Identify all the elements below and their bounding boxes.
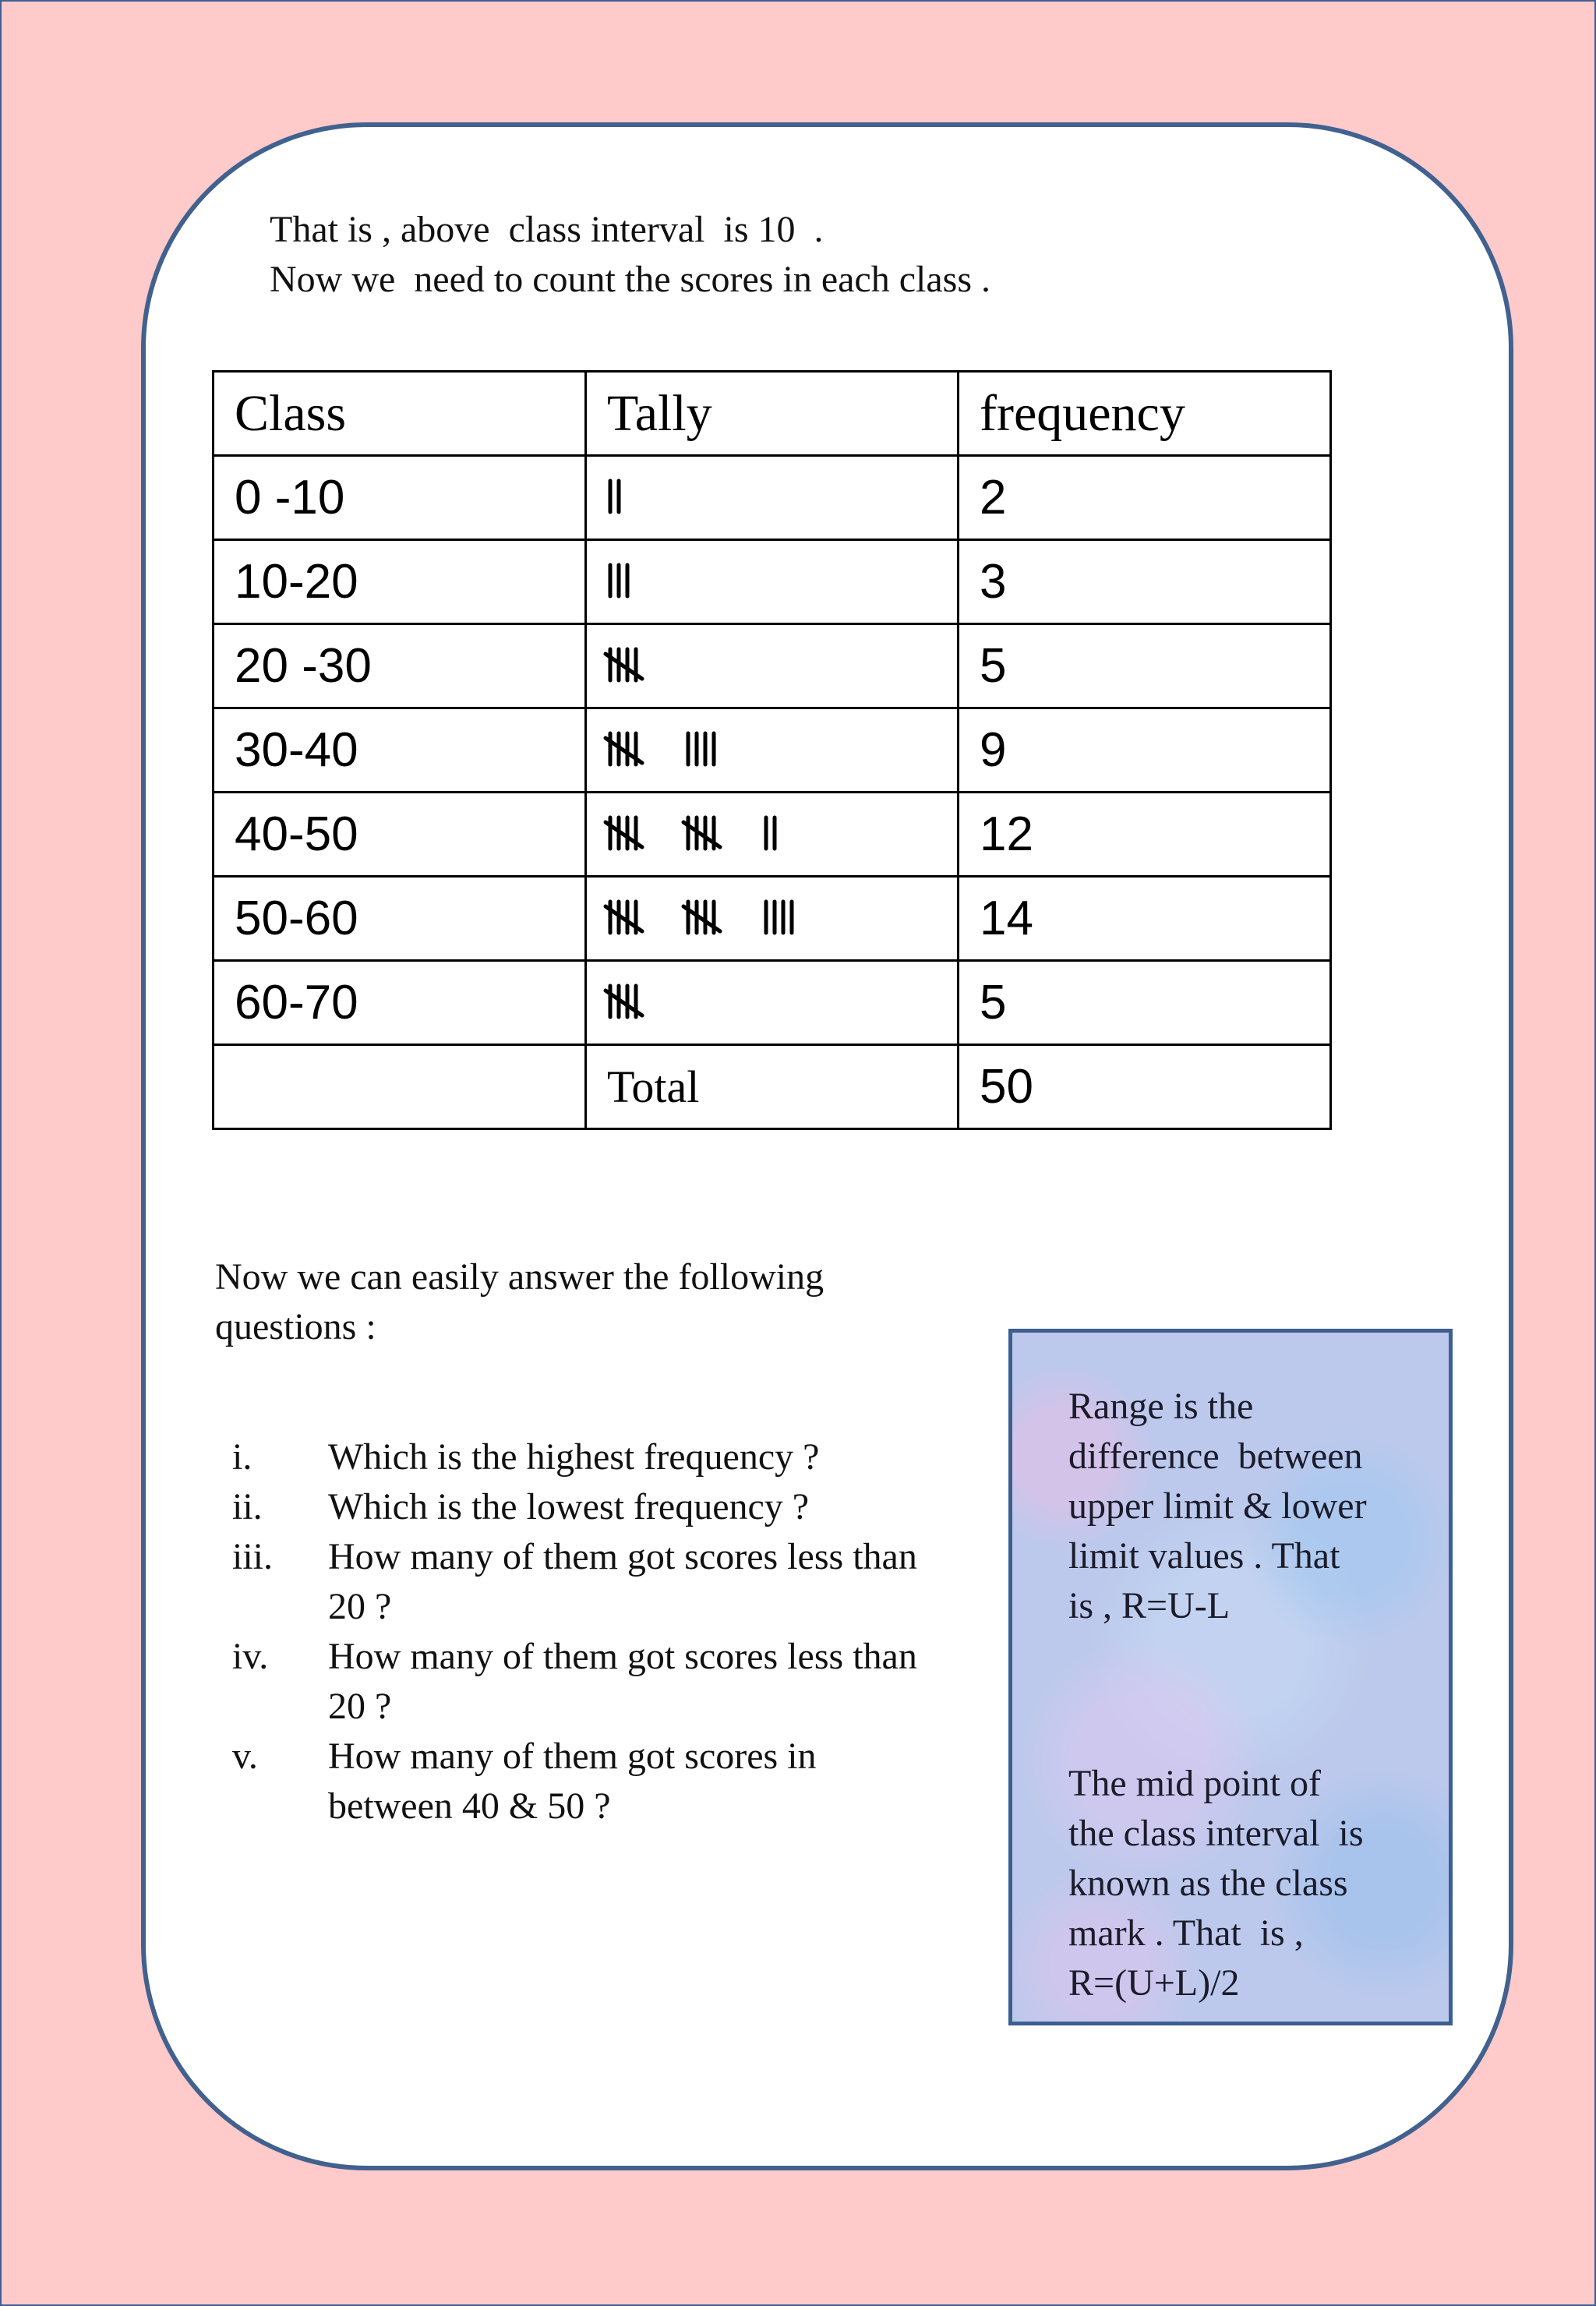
frequency-table xyxy=(212,370,1332,1130)
question-item xyxy=(232,1632,949,1732)
tally-marks xyxy=(607,478,632,518)
class-cell: 40-50 xyxy=(214,793,586,877)
header-class: Class xyxy=(214,372,586,456)
tally-cell xyxy=(586,708,959,793)
frequency-cell: 9 xyxy=(959,708,1331,793)
tally-marks xyxy=(607,983,693,1023)
question-number: iii. xyxy=(232,1536,274,1577)
empty-cell xyxy=(214,1045,586,1129)
tally-cell xyxy=(586,877,959,961)
question-text: Which is the highest frequency ? xyxy=(328,1436,820,1478)
frequency-cell: 12 xyxy=(959,793,1331,877)
frequency-cell: 3 xyxy=(959,540,1331,624)
tally-marks xyxy=(607,814,788,855)
intro-line-1: That is , above class interval is 10 . xyxy=(270,209,824,250)
tally-marks xyxy=(607,646,693,687)
frequency-cell: 2 xyxy=(959,456,1331,540)
table-row xyxy=(214,793,1331,877)
intro-text xyxy=(270,205,990,305)
tally-cell xyxy=(586,540,959,624)
question-number: i. xyxy=(232,1436,252,1478)
range-definition: Range is the difference between upper limit & lower limit values . That is , R=U-L xyxy=(1068,1386,1367,1626)
table-row xyxy=(214,708,1331,793)
questions-lead: Now we can easily answer the following questions : xyxy=(215,1256,824,1347)
class-cell: 10-20 xyxy=(214,540,586,624)
question-list xyxy=(232,1432,949,1831)
header-frequency: frequency xyxy=(959,372,1331,456)
tally-marks xyxy=(607,899,805,939)
class-cell: 60-70 xyxy=(214,961,586,1045)
class-cell: 0 -10 xyxy=(214,456,586,540)
question-number: v. xyxy=(232,1736,258,1777)
class-cell: 30-40 xyxy=(214,708,586,793)
question-text: How many of them got scores in between 40 & 50 ? xyxy=(328,1736,817,1827)
question-number: ii. xyxy=(232,1486,263,1527)
question-text: How many of them got scores less than 20 ? xyxy=(328,1636,917,1727)
intro-line-2: Now we need to count the scores in each class . xyxy=(270,259,991,300)
tally-cell xyxy=(586,793,959,877)
frequency-cell: 5 xyxy=(959,624,1331,708)
total-value: 50 xyxy=(959,1045,1331,1129)
definition-box xyxy=(1008,1329,1453,2025)
table-row xyxy=(214,624,1331,708)
table-row xyxy=(214,877,1331,961)
frequency-cell: 14 xyxy=(959,877,1331,961)
tally-cell xyxy=(586,961,959,1045)
tally-cell xyxy=(586,624,959,708)
question-item xyxy=(232,1432,949,1482)
total-label: Total xyxy=(586,1045,959,1129)
question-item xyxy=(232,1732,949,1831)
tally-cell xyxy=(586,456,959,540)
table-row xyxy=(214,456,1331,540)
frequency-cell: 5 xyxy=(959,961,1331,1045)
table-header-row xyxy=(214,372,1331,456)
table-row xyxy=(214,961,1331,1045)
question-text: How many of them got scores less than 20 ? xyxy=(328,1536,917,1627)
question-item xyxy=(232,1532,949,1632)
question-number: iv. xyxy=(232,1636,269,1677)
question-text: Which is the lowest frequency ? xyxy=(328,1486,810,1527)
tally-marks xyxy=(607,562,641,602)
table-total-row xyxy=(214,1045,1331,1129)
question-item xyxy=(232,1482,949,1532)
class-cell: 20 -30 xyxy=(214,624,586,708)
table-row xyxy=(214,540,1331,624)
tally-marks xyxy=(607,730,727,771)
header-tally: Tally xyxy=(586,372,959,456)
class-cell: 50-60 xyxy=(214,877,586,961)
class-mark-definition: The mid point of the class interval is known as the class mark . That is , R=(U+L)/2 xyxy=(1068,1763,1364,2004)
